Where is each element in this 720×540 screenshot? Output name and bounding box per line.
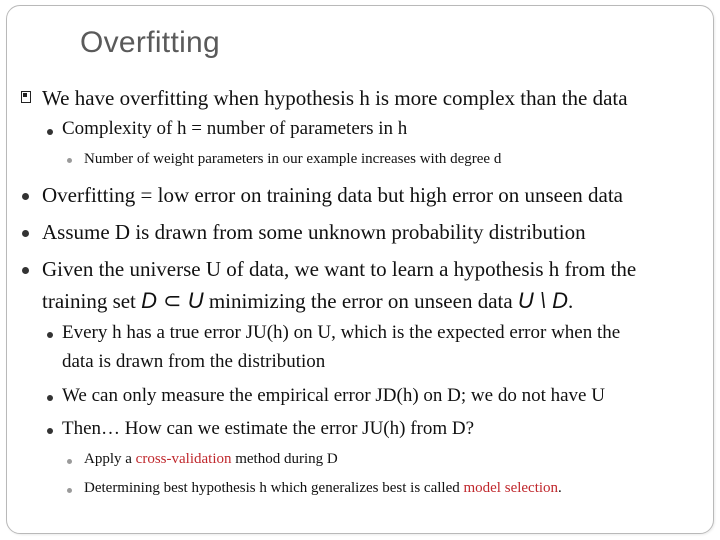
bullet-model-selection: Determining best hypothesis h which generalizes best is called model selection. bbox=[84, 480, 562, 496]
bullet-true-error-line1: Every h has a true error JU(h) on U, which is the expected error when the bbox=[62, 322, 621, 343]
bullet-dot-icon bbox=[22, 267, 29, 274]
bullet-dot-icon bbox=[67, 459, 72, 464]
bullet-true-error-line2: data is drawn from the distribution bbox=[62, 351, 326, 372]
bullet-cross-validation: Apply a cross-validation method during D bbox=[84, 451, 338, 467]
bullet-dot-icon bbox=[67, 488, 72, 493]
bullet-assume-d: Assume D is drawn from some unknown probability distribution bbox=[42, 220, 586, 244]
bullet-dot-icon bbox=[47, 395, 53, 401]
bullet-empirical-error: We can only measure the empirical error JD(h) on D; we do not have U bbox=[62, 385, 605, 406]
bullet-universe-line2: training set D ⊂ U minimizing the error on unseen data U \ D. bbox=[42, 288, 574, 313]
slide-title: Overfitting bbox=[80, 26, 221, 59]
bullet-estimate-error: Then… How can we estimate the error JU(h) from D? bbox=[62, 418, 475, 439]
bullet-dot-icon bbox=[22, 193, 29, 200]
bullet-dot-icon bbox=[47, 129, 53, 135]
bullet-universe-line1: Given the universe U of data, we want to learn a hypothesis h from the bbox=[42, 257, 637, 281]
bullet-overfitting-definition: We have overfitting when hypothesis h is more complex than the data bbox=[42, 86, 628, 110]
bullet-dot-icon bbox=[67, 158, 72, 163]
bullet-weight-parameters: Number of weight parameters in our example increases with degree d bbox=[84, 151, 502, 167]
bullet-dot-icon bbox=[47, 332, 53, 338]
bullet-complexity: Complexity of h = number of parameters in h bbox=[62, 118, 408, 139]
bullet-overfitting-error: Overfitting = low error on training data but high error on unseen data bbox=[42, 183, 624, 207]
bullet-dot-icon bbox=[47, 428, 53, 434]
bullet-dot-icon bbox=[22, 230, 29, 237]
square-bullet-icon bbox=[21, 91, 31, 103]
